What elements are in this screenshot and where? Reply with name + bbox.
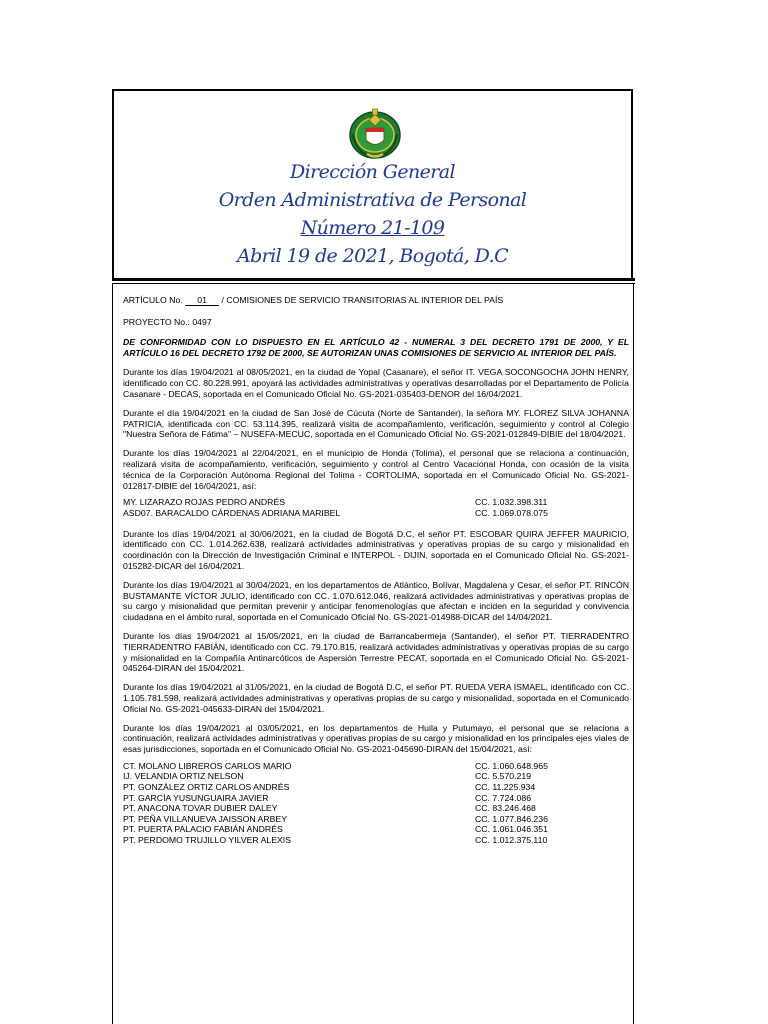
person-id: CC. 1.069.078.075 (475, 507, 548, 518)
declaration: DE CONFORMIDAD CON LO DISPUESTO EN EL ARTÍCULO 42 - NUMERAL 3 DEL DECRETO 1791 DE 2000, Y EL ARTÍCULO 16 DEL DECRETO 1792 DE 2000, SE AUTORIZAN UNAS COMISIONES DE SERVICIO AL INTERIOR DEL PAÍS. (123, 336, 629, 358)
person-id: CC. 1.060.648.965 (475, 760, 548, 771)
person-name: IJ. VELANDIA ORTIZ NELSON (123, 771, 244, 782)
document-title (114, 158, 631, 270)
person-name: PT. GARCÍA YUSUNGUAIRA JAVIER (123, 792, 269, 803)
person-id: CC. 83.246.468 (475, 803, 536, 814)
list-item (123, 814, 629, 825)
person-id: CC. 1.012.375.110 (475, 835, 548, 846)
commission-paragraph: Durante los días 19/04/2021 al 31/05/2021, en la ciudad de Bogotá D.C, el señor PT. RUEDA VERA ISMAEL, identificado con CC. 1.105.781.598, realizará actividades administrativas y operativas propias de su cargo y misionalidad, soportada en el Comunicado Oficial No. GS-2021-045633-DIRAN del 15/04/2021. (123, 682, 629, 714)
person-id: CC. 7.724.086 (475, 792, 532, 803)
personnel-list (123, 497, 629, 518)
commission-paragraph: Durante los días 19/04/2021 al 30/06/2021, en la ciudad de Bogotá D.C, el señor PT. ESCOBAR QUIRA JEFFER MAURICIO, identificado con CC. 1.014.262.638, realizará actividades administrativas y operativas propias de su cargo y misionalidad en coordinación con la Dirección de Investigación Criminal e INTERPOL - DIJIN, soportada en el Comunicado Oficial No. GS-2021-015282-DICAR del 16/04/2021. (123, 528, 629, 571)
title-line-direction: Dirección General (290, 161, 455, 183)
person-name: MY. LIZARAZO ROJAS PEDRO ANDRÉS (123, 497, 286, 508)
emblem-icon (345, 104, 405, 162)
commission-paragraph: Durante los días 19/04/2021 al 22/04/2021, en el municipio de Honda (Tolima), el personal que se relaciona a continuación, realizará visita de acompañamiento, verificación, seguimiento y control al Centro Vacacional Honda, con ocasión de la visita técnica de la Corporación Autónoma Regional del Tolima - CORTOLIMA, soportada en el Comunicado Oficial No. GS-2021-012817-DIBIE del 16/04/2021, así: (123, 448, 629, 491)
commission-paragraph: Durante el día 19/04/2021 en la ciudad de San José de Cúcuta (Norte de Santander), la señora MY. FLÓREZ SILVA JOHANNA PATRICIA, identificada con CC. 53.114.395, realizará visita de acompañamiento, verificación, seguimiento y control al Colegio "Nuestra Señora de Fátima" – NUSEFA-MECUC, soportada en el Comunicado Oficial No. GS-2021-012849-DIBIE del 18/04/2021. (123, 407, 629, 440)
person-name: PT. PUERTA PALACIO FABIÁN ANDRÉS (123, 824, 283, 835)
list-item (123, 835, 629, 846)
person-id: CC. 5.570.219 (475, 771, 532, 782)
commission-paragraph: Durante los días 19/04/2021 al 30/04/2021, en los departamentos de Atlántico, Bolívar, Magdalena y Cesar, el señor PT. RINCÓN BUSTAMANTE VÍCTOR JULIO, identificado con CC. 1.070.612.046, realizará actividades administrativas y operativas propias de su cargo y misionalidad que permitan prevenir y anticipar fenomenologías que afectan e inciden en la seguridad y convivencia ciudadana en el ámbito rural, soportada en el Comunicado Oficial No. GS-2021-014988-DICAR del 14/04/2021. (123, 579, 629, 623)
list-item (123, 508, 629, 519)
list-item (123, 771, 629, 782)
project-number: PROYECTO No.: 0497 (123, 317, 212, 327)
personnel-list (123, 761, 629, 846)
person-name: ASD07. BARACALDO CÁRDENAS ADRIANA MARIBEL (123, 507, 341, 518)
list-item (123, 761, 629, 772)
list-item (123, 793, 629, 804)
person-name: CT. MOLANO LIBREROS CARLOS MARIO (123, 760, 292, 771)
person-name: PT. PEÑA VILLANUEVA JAISSON ARBEY (123, 813, 287, 824)
title-line-date: Abril 19 de 2021, Bogotá, D.C (236, 245, 509, 267)
document-body (123, 295, 629, 856)
title-line-number: Número 21-109 (300, 217, 445, 239)
list-item (123, 497, 629, 508)
list-item (123, 824, 629, 835)
header-divider-thin (112, 283, 635, 284)
commission-paragraph: Durante los días 19/04/2021 al 15/05/2021, en la ciudad de Barrancabermeja (Santander), el señor PT. TIERRADENTRO TIERRADENTRO FABIÁN, identificado con CC. 79.170.815, realizará actividades administrativas y operativas propias de su cargo y misionalidad en la Compañía Antinarcóticos de Aspersión Terrestre PECAT, soportada en el Comunicado Oficial No. GS-2021-045264-DIRAN del 15/04/2021. (123, 630, 629, 674)
commission-paragraph: Durante los días 19/04/2021 al 03/05/2021, en los departamentos de Huila y Putumayo, el personal que se relaciona a continuación, realizará actividades administrativas y operativas propias de su cargo y misionalidad en los principales ejes viales de esas jurisdicciones, soportada en el Comunicado Oficial No. GS-2021-045690-DIRAN del 15/04/2021, así: (123, 722, 629, 755)
article-number: 01 (185, 296, 219, 306)
list-item (123, 782, 629, 793)
page-border-left (112, 284, 113, 1024)
person-id: CC. 11.225.934 (475, 782, 536, 793)
list-item (123, 803, 629, 814)
article-title: / COMISIONES DE SERVICIO TRANSITORIAS AL INTERIOR DEL PAÍS (221, 295, 504, 305)
person-name: PT. PERDOMO TRUJILLO YILVER ALEXIS (123, 835, 292, 846)
header-divider (112, 278, 635, 281)
title-line-order: Orden Administrativa de Personal (218, 189, 527, 211)
article-heading (123, 295, 629, 306)
person-id: CC. 1.061.046.351 (475, 824, 548, 835)
person-id: CC. 1.077.846.236 (475, 813, 548, 824)
commission-paragraph: Durante los días 19/04/2021 al 08/05/2021, en la ciudad de Yopal (Casanare), el señor IT. VEGA SOCONGOCHA JOHN HENRY, identificado con CC. 80.228.991, apoyará las actividades administrativas y operativas desarrolladas por el Departamento de Policía Casanare - DECAS, soportada en el Comunicado Oficial No. GS-2021-035403-DENOR del 16/04/2021. (123, 367, 629, 399)
page-border-right (633, 284, 634, 1024)
person-id: CC. 1.032.398.311 (475, 497, 548, 508)
article-prefix: ARTÍCULO No. (123, 295, 183, 305)
person-name: PT. GONZÁLEZ ORTIZ CARLOS ANDRÉS (123, 782, 290, 793)
person-name: PT. ANACONA TOVAR DUBIER DALEY (123, 803, 278, 814)
